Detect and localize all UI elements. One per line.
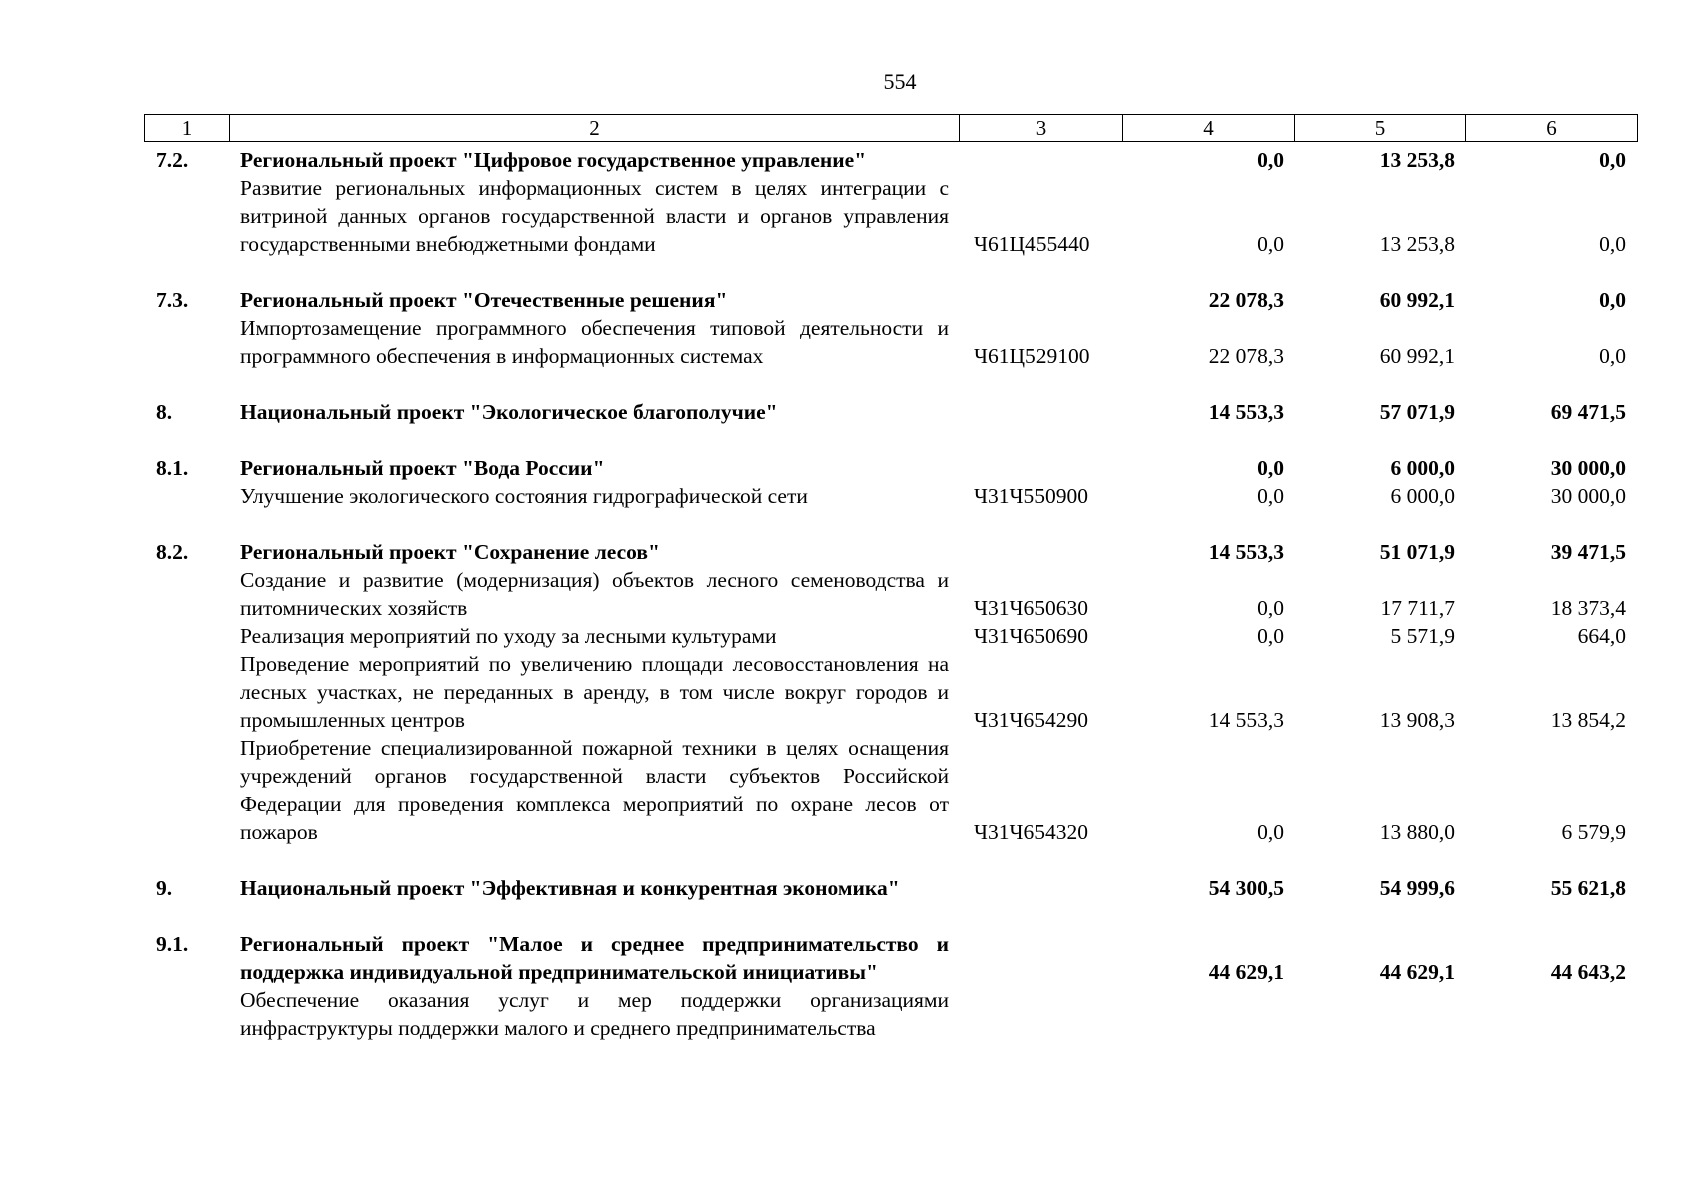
- row-value-col5: 13 908,3: [1379, 708, 1455, 732]
- row-description: Региональный проект "Отечественные решения": [240, 288, 728, 312]
- row-number: 8.1.: [156, 456, 189, 480]
- row-value-col5: 13 253,8: [1379, 232, 1455, 256]
- table-row: [144, 146, 1636, 174]
- row-description: Региональный проект "Сохранение лесов": [240, 540, 660, 564]
- row-value-col4: 0,0: [1257, 624, 1284, 648]
- row-value-col4: 0,0: [1257, 148, 1284, 172]
- row-spacer: [144, 510, 1636, 538]
- row-spacer: [144, 846, 1636, 874]
- row-description: Реализация мероприятий по уходу за лесными культурами: [240, 624, 777, 648]
- row-value-col5: 54 999,6: [1379, 876, 1455, 900]
- row-number: 9.: [156, 876, 173, 900]
- row-spacer: [144, 258, 1636, 286]
- row-description: Приобретение специализированной пожарной техники в целях оснащения учреждений органов государственной власти субъектов Российской Федерации для проведения комплекса мероприятий по охране лесов от пожаров: [240, 736, 949, 844]
- row-value-col6: 6 579,9: [1561, 820, 1626, 844]
- row-value-col6: 0,0: [1599, 148, 1626, 172]
- row-value-col6: 30 000,0: [1550, 484, 1626, 508]
- row-value-col4: 54 300,5: [1208, 876, 1284, 900]
- table-header: [144, 114, 1638, 142]
- table-row: [144, 734, 1636, 846]
- row-description: Развитие региональных информационных систем в целях интеграции с витриной данных органов государственной власти и органов управления государственными внебюджетными фондами: [240, 176, 949, 256]
- header-cell-3: 3: [960, 115, 1123, 141]
- row-number: 8.2.: [156, 540, 189, 564]
- row-code: Ч31Ч550900: [974, 484, 1088, 508]
- row-value-col4: 0,0: [1257, 596, 1284, 620]
- header-cell-5: 5: [1295, 115, 1466, 141]
- row-value-col5: 17 711,7: [1380, 596, 1455, 620]
- row-value-col6: 0,0: [1599, 232, 1626, 256]
- row-value-col6: 664,0: [1577, 624, 1626, 648]
- table-row: [144, 398, 1636, 426]
- row-value-col5: 13 253,8: [1379, 148, 1455, 172]
- row-number: 8.: [156, 400, 173, 424]
- header-cell-2: 2: [230, 115, 960, 141]
- table-body: [144, 146, 1636, 1042]
- row-spacer: [144, 426, 1636, 454]
- row-value-col4: 14 553,3: [1208, 708, 1284, 732]
- row-value-col4: 0,0: [1257, 484, 1284, 508]
- row-value-col6: 13 854,2: [1550, 708, 1626, 732]
- row-number: 7.3.: [156, 288, 189, 312]
- row-description: Национальный проект "Эффективная и конкурентная экономика": [240, 876, 900, 900]
- table-row: [144, 566, 1636, 622]
- row-number: 9.1.: [156, 932, 189, 956]
- table-row: [144, 650, 1636, 734]
- row-value-col5: 6 000,0: [1390, 456, 1455, 480]
- table-row: [144, 986, 1636, 1042]
- row-code: Ч61Ц455440: [974, 232, 1090, 256]
- row-value-col4: 0,0: [1257, 456, 1284, 480]
- row-description: Обеспечение оказания услуг и мер поддержки организациями инфраструктуры поддержки малого и среднего предпринимательства: [240, 988, 949, 1040]
- row-code: Ч31Ч654320: [974, 820, 1088, 844]
- table-row: [144, 930, 1636, 986]
- row-value-col4: 22 078,3: [1208, 288, 1284, 312]
- row-description: Национальный проект "Экологическое благополучие": [240, 400, 778, 424]
- row-value-col5: 57 071,9: [1379, 400, 1455, 424]
- row-code: Ч61Ц529100: [974, 344, 1090, 368]
- row-value-col4: 0,0: [1257, 232, 1284, 256]
- row-value-col5: 13 880,0: [1379, 820, 1455, 844]
- table-row: [144, 622, 1636, 650]
- row-value-col4: 14 553,3: [1208, 540, 1284, 564]
- row-number: 7.2.: [156, 148, 189, 172]
- row-code: Ч31Ч650690: [974, 624, 1088, 648]
- row-value-col4: 44 629,1: [1208, 960, 1284, 984]
- row-spacer: [144, 370, 1636, 398]
- table-row: [144, 454, 1636, 482]
- table-row: [144, 874, 1636, 902]
- table-row: [144, 538, 1636, 566]
- table-row: [144, 314, 1636, 370]
- row-spacer: [144, 902, 1636, 930]
- row-description: Импортозамещение программного обеспечения типовой деятельности и программного обеспечения в информационных системах: [240, 316, 949, 368]
- row-code: Ч31Ч650630: [974, 596, 1088, 620]
- row-value-col5: 44 629,1: [1379, 960, 1455, 984]
- table-row: [144, 482, 1636, 510]
- table-row: [144, 286, 1636, 314]
- row-value-col6: 69 471,5: [1550, 400, 1626, 424]
- row-value-col6: 39 471,5: [1550, 540, 1626, 564]
- row-value-col6: 18 373,4: [1550, 596, 1626, 620]
- table-row: [144, 174, 1636, 258]
- header-cell-1: 1: [145, 115, 230, 141]
- row-value-col5: 60 992,1: [1379, 288, 1455, 312]
- row-description: Улучшение экологического состояния гидрографической сети: [240, 484, 808, 508]
- header-cell-4: 4: [1123, 115, 1295, 141]
- row-value-col5: 5 571,9: [1390, 624, 1455, 648]
- row-value-col4: 22 078,3: [1208, 344, 1284, 368]
- row-value-col5: 6 000,0: [1390, 484, 1455, 508]
- row-value-col4: 0,0: [1257, 820, 1284, 844]
- row-value-col6: 0,0: [1599, 344, 1626, 368]
- row-value-col6: 30 000,0: [1550, 456, 1626, 480]
- row-description: Создание и развитие (модернизация) объектов лесного семеноводства и питомнических хозяйств: [240, 568, 949, 620]
- page-number: 554: [883, 69, 917, 94]
- row-value-col5: 60 992,1: [1379, 344, 1455, 368]
- row-value-col6: 0,0: [1599, 288, 1626, 312]
- row-code: Ч31Ч654290: [974, 708, 1088, 732]
- row-description: Региональный проект "Малое и среднее предпринимательство и поддержка индивидуальной предпринимательской инициативы": [240, 932, 949, 984]
- row-value-col4: 14 553,3: [1208, 400, 1284, 424]
- row-description: Региональный проект "Вода России": [240, 456, 605, 480]
- row-description: Региональный проект "Цифровое государственное управление": [240, 148, 867, 172]
- row-description: Проведение мероприятий по увеличению площади лесовосстановления на лесных участках, не переданных в аренду, в том числе вокруг городов и промышленных центров: [240, 652, 949, 732]
- row-value-col5: 51 071,9: [1379, 540, 1455, 564]
- header-cell-6: 6: [1546, 116, 1557, 140]
- row-value-col6: 55 621,8: [1550, 876, 1626, 900]
- row-value-col6: 44 643,2: [1550, 960, 1626, 984]
